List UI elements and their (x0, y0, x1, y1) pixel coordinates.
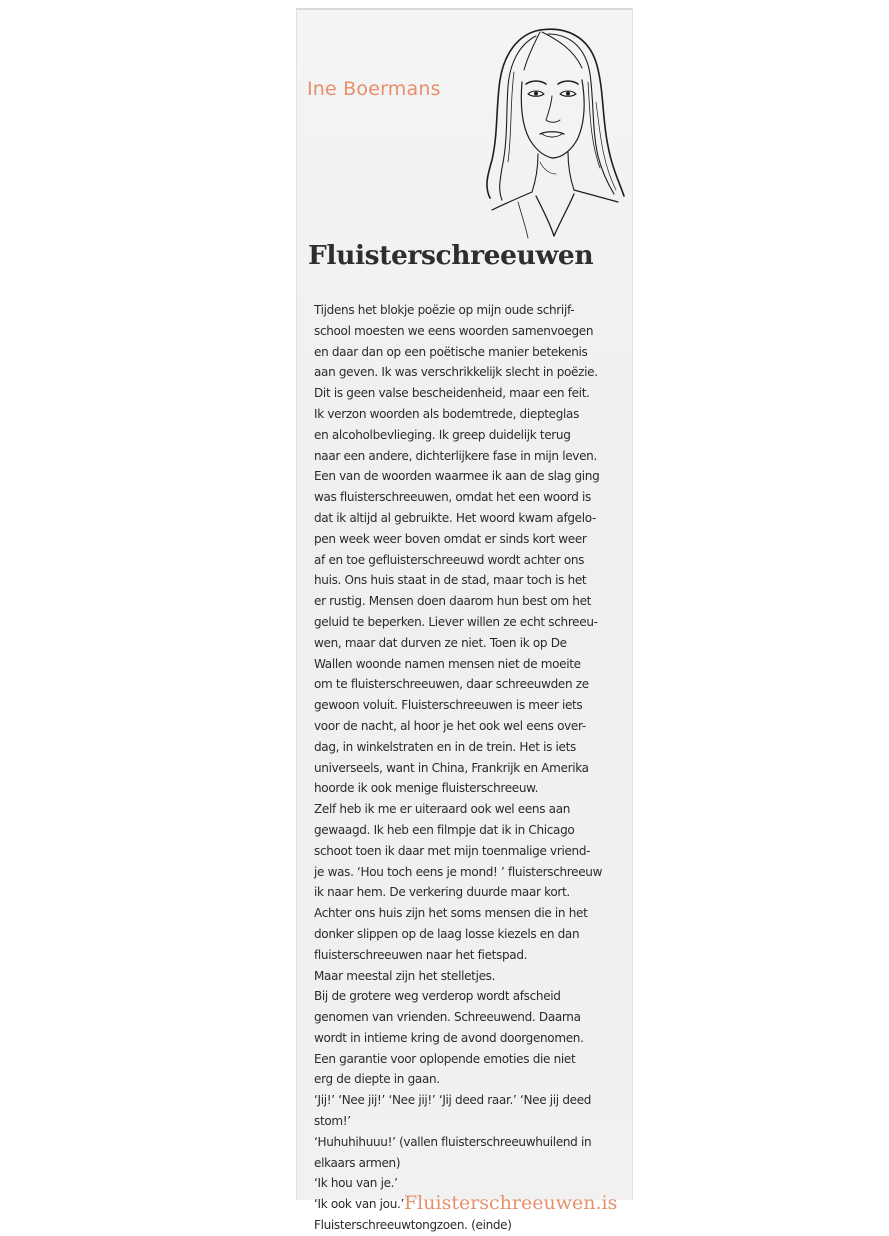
article-line: geluid te beperken. Liever willen ze echt schreeu- (314, 613, 598, 629)
article-line: fluisterschreeuwen naar het fietspad. (314, 946, 528, 962)
article-line: en daar dan op een poëtische manier betekenis (314, 343, 588, 359)
article-line: school moesten we eens woorden samenvoegen (314, 322, 594, 338)
article-line: Een van de woorden waarmee ik aan de slag ging (314, 468, 600, 484)
article-line: genomen van vrienden. Schreeuwend. Daarna (314, 1009, 581, 1025)
article-line: ‘Ik ook van jou.’ (314, 1196, 404, 1212)
article-line: gewaagd. Ik heb een filmpje dat ik in Chicago (314, 821, 575, 837)
article-line: universeels, want in China, Frankrijk en Amerika (314, 759, 589, 775)
article-line: wordt in intieme kring de avond doorgenomen. (314, 1029, 584, 1045)
article-line: Fluisterschreeuwtongzoen. (einde) (314, 1217, 512, 1233)
article-line: stom!’ (314, 1113, 351, 1129)
article-line: ik naar hem. De verkering duurde maar kort. (314, 884, 570, 900)
author-name: Ine Boermans (307, 78, 441, 100)
article-line: er rustig. Mensen doen daarom hun best om het (314, 593, 592, 609)
article-line: hoorde ik ook menige fluisterschreeuw. (314, 780, 539, 796)
article-line: Een garantie voor oplopende emoties die niet (314, 1050, 576, 1066)
article-line: was fluisterschreeuwen, omdat het een woord is (314, 489, 591, 505)
article-line: om te fluisterschreeuwen, daar schreeuwden ze (314, 676, 589, 692)
article-line: naar een andere, dichterlijkere fase in mijn leven. (314, 447, 597, 463)
article-line: Zelf heb ik me er uiteraard ook wel eens aan (314, 801, 571, 817)
article-line: elkaars armen) (314, 1154, 401, 1170)
author-portrait-illustration (478, 22, 628, 240)
article-line: huis. Ons huis staat in de stad, maar toch is het (314, 572, 587, 588)
article-line: Achter ons huis zijn het soms mensen die in het (314, 905, 588, 921)
article-line: donker slippen op de laag losse kiezels en dan (314, 925, 580, 941)
article-line: ‘Ik hou van je.’ (314, 1175, 398, 1191)
article-line: Bij de grotere weg verderop wordt afscheid (314, 988, 561, 1004)
article-line: erg de diepte in gaan. (314, 1071, 440, 1087)
footer-teaser: Fluisterschreeuwen.is (404, 1192, 618, 1214)
article-line: aan geven. Ik was verschrikkelijk slecht in poëzie. (314, 364, 598, 380)
article-line: Dit is geen valse bescheidenheid, maar een feit. (314, 385, 590, 401)
article-line: Ik verzon woorden als bodemtrede, diepteglas (314, 405, 580, 421)
article-line: Maar meestal zijn het stelletjes. (314, 967, 496, 983)
article-line: ‘Huhuhihuuu!’ (vallen fluisterschreeuwhuilend in (314, 1133, 592, 1149)
article-line: dag, in winkelstraten en in de trein. Het is iets (314, 738, 576, 754)
article-line: schoot toen ik daar met mijn toenmalige vriend- (314, 842, 591, 858)
article-line: voor de nacht, al hoor je het ook wel eens over- (314, 717, 586, 733)
article-line: Tijdens het blokje poëzie op mijn oude schrijf- (314, 302, 575, 317)
article-line: pen week weer boven omdat er sinds kort weer (314, 530, 587, 546)
article-line: je was. ‘Hou toch eens je mond! ’ fluisterschreeuw (314, 863, 603, 879)
article-line: en alcoholbevlieging. Ik greep duidelijk terug (314, 426, 571, 442)
article-body (314, 300, 634, 1236)
article-line: gewoon voluit. Fluisterschreeuwen is meer iets (314, 697, 583, 713)
article-line: dat ik altijd al gebruikte. Het woord kwam afgelo- (314, 509, 597, 525)
article-title: Fluisterschreeuwen (308, 240, 594, 271)
article-line: ‘Jij!’ ‘Nee jij!’ ‘Nee jij!’ ‘Jij deed raar.’ ‘Nee jij deed (314, 1092, 592, 1108)
article-column (296, 8, 633, 1233)
article-line: Wallen woonde namen mensen niet de moeite (314, 655, 581, 671)
article-line: af en toe gefluisterschreeuwd wordt achter ons (314, 551, 585, 567)
article-line: wen, maar dat durven ze niet. Toen ik op De (314, 634, 567, 650)
